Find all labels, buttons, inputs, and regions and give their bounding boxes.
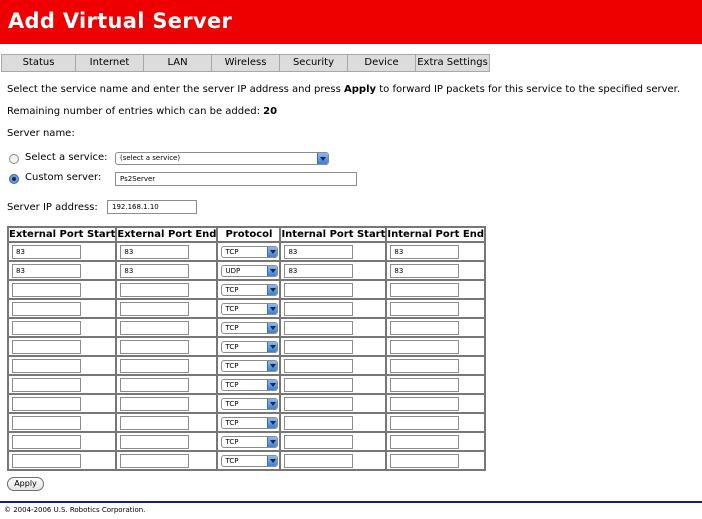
- chevron-down-icon: [267, 247, 277, 257]
- internal-port-start-input[interactable]: [284, 359, 353, 373]
- table-cell: [8, 394, 116, 413]
- table-cell: [217, 242, 280, 261]
- external-port-start-input[interactable]: [12, 321, 81, 335]
- external-port-start-input[interactable]: 83: [12, 245, 81, 259]
- custom-server-label: Custom server:: [25, 172, 102, 183]
- table-cell: [116, 242, 217, 261]
- table-cell: [386, 375, 485, 394]
- external-port-end-input[interactable]: [120, 302, 189, 316]
- table-cell: [280, 413, 386, 432]
- table-cell: [116, 318, 217, 337]
- table-row: [8, 432, 485, 451]
- table-cell: [116, 356, 217, 375]
- protocol-value: TCP: [225, 361, 239, 370]
- table-cell: [217, 413, 280, 432]
- intro-apply-word: Apply: [344, 84, 377, 95]
- internal-port-start-input[interactable]: [284, 435, 353, 449]
- chevron-down-icon: [267, 361, 277, 371]
- chevron-down-icon: [267, 323, 277, 333]
- page-header: [0, 0, 702, 44]
- table-cell: [116, 337, 217, 356]
- table-cell: [116, 413, 217, 432]
- table-cell: [116, 432, 217, 451]
- protocol-select[interactable]: [221, 341, 278, 353]
- external-port-start-input[interactable]: [12, 340, 81, 354]
- external-port-end-input[interactable]: [120, 283, 189, 297]
- header-internal-port-start: Internal Port Start: [281, 229, 386, 240]
- table-cell: [116, 299, 217, 318]
- internal-port-start-input[interactable]: [284, 378, 353, 392]
- internal-port-end-input[interactable]: [390, 283, 459, 297]
- intro-text: [7, 84, 680, 95]
- header-protocol: Protocol: [217, 227, 280, 242]
- table-cell: [280, 432, 386, 451]
- internal-port-start-input[interactable]: 83: [284, 245, 353, 259]
- tab-internet[interactable]: Internet: [75, 54, 143, 72]
- table-cell: [8, 318, 116, 337]
- custom-server-radio[interactable]: [9, 174, 19, 184]
- table-cell: [217, 394, 280, 413]
- protocol-select[interactable]: [221, 379, 278, 391]
- tab-status[interactable]: Status: [1, 54, 75, 72]
- table-cell: [8, 242, 116, 261]
- internal-port-start-input[interactable]: [284, 340, 353, 354]
- table-cell: [8, 280, 116, 299]
- table-cell: [386, 261, 485, 280]
- external-port-start-input[interactable]: [12, 435, 81, 449]
- internal-port-start-input[interactable]: [284, 397, 353, 411]
- internal-port-end-input[interactable]: [390, 454, 459, 468]
- external-port-end-input[interactable]: [120, 435, 189, 449]
- table-row: [8, 413, 485, 432]
- table-cell: [8, 299, 116, 318]
- table-row: [8, 356, 485, 375]
- external-port-end-input[interactable]: [120, 378, 189, 392]
- table-cell: [217, 280, 280, 299]
- service-select[interactable]: [115, 152, 329, 165]
- internal-port-start-input[interactable]: [284, 321, 353, 335]
- table-cell: [386, 413, 485, 432]
- external-port-end-input[interactable]: [120, 454, 189, 468]
- protocol-value: TCP: [225, 456, 239, 465]
- chevron-down-icon: [267, 456, 277, 466]
- table-cell: [116, 280, 217, 299]
- table-cell: [386, 356, 485, 375]
- internal-port-start-input[interactable]: [284, 283, 353, 297]
- header-internal-port-end: Internal Port End: [387, 229, 485, 240]
- external-port-start-input[interactable]: [12, 302, 81, 316]
- external-port-start-input[interactable]: [12, 397, 81, 411]
- nav-tabs: [1, 54, 490, 72]
- internal-port-start-input[interactable]: 83: [284, 264, 353, 278]
- table-cell: [280, 318, 386, 337]
- table-cell: [280, 242, 386, 261]
- internal-port-end-input[interactable]: [390, 378, 459, 392]
- internal-port-start-input[interactable]: [284, 454, 353, 468]
- external-port-start-input[interactable]: [12, 283, 81, 297]
- protocol-select[interactable]: [221, 284, 278, 296]
- table-row: [8, 394, 485, 413]
- table-cell: [280, 375, 386, 394]
- internal-port-end-input[interactable]: [390, 397, 459, 411]
- table-cell: [217, 356, 280, 375]
- table-cell: [386, 242, 485, 261]
- chevron-down-icon: [267, 437, 277, 447]
- table-cell: [280, 337, 386, 356]
- remaining-label: Remaining number of entries which can be added:: [7, 106, 264, 117]
- chevron-down-icon: [267, 380, 277, 390]
- protocol-value: TCP: [225, 342, 239, 351]
- table-cell: [8, 413, 116, 432]
- table-cell: [386, 280, 485, 299]
- external-port-end-input[interactable]: [120, 340, 189, 354]
- table-cell: [116, 451, 217, 470]
- external-port-start-input[interactable]: [12, 359, 81, 373]
- table-cell: [280, 356, 386, 375]
- table-cell: [386, 394, 485, 413]
- table-cell: [217, 375, 280, 394]
- internal-port-end-input[interactable]: [390, 321, 459, 335]
- external-port-start-input[interactable]: 83: [12, 264, 81, 278]
- external-port-end-input[interactable]: [120, 416, 189, 430]
- chevron-down-icon: [267, 285, 277, 295]
- internal-port-end-input[interactable]: [390, 435, 459, 449]
- table-row: [8, 337, 485, 356]
- table-cell: [386, 299, 485, 318]
- table-cell: [8, 375, 116, 394]
- protocol-select[interactable]: [221, 303, 278, 315]
- table-row: [8, 375, 485, 394]
- table-cell: [386, 318, 485, 337]
- internal-port-end-input[interactable]: 83: [390, 245, 459, 259]
- external-port-end-input[interactable]: 83: [120, 264, 189, 278]
- custom-server-input[interactable]: Ps2Server: [115, 172, 357, 186]
- table-row: [8, 280, 485, 299]
- internal-port-end-input[interactable]: [390, 359, 459, 373]
- internal-port-start-input[interactable]: [284, 302, 353, 316]
- external-port-start-input[interactable]: [12, 416, 81, 430]
- table-cell: [280, 280, 386, 299]
- table-cell: [217, 432, 280, 451]
- table-cell: [280, 261, 386, 280]
- table-cell: [217, 299, 280, 318]
- table-cell: [8, 432, 116, 451]
- intro-before: Select the service name and enter the server IP address and press: [7, 84, 345, 95]
- select-service-label: Select a service:: [25, 152, 108, 163]
- apply-button[interactable]: Apply: [7, 477, 44, 491]
- protocol-select[interactable]: [221, 322, 278, 334]
- table-row: [8, 242, 485, 261]
- intro-after: to forward IP packets for this service to the specified server.: [376, 84, 681, 95]
- protocol-value: TCP: [225, 418, 239, 427]
- port-table-header: [8, 227, 485, 242]
- tab-device[interactable]: Device: [347, 54, 415, 72]
- chevron-down-icon: [267, 342, 277, 352]
- external-port-end-input[interactable]: [120, 321, 189, 335]
- chevron-down-icon: [267, 399, 277, 409]
- protocol-value: TCP: [225, 304, 239, 313]
- service-select-value: (select a service): [120, 154, 181, 162]
- header-external-port-start: External Port Start: [9, 229, 116, 240]
- protocol-value: TCP: [225, 380, 239, 389]
- protocol-value: TCP: [225, 247, 239, 256]
- table-cell: [217, 318, 280, 337]
- external-port-end-input[interactable]: 83: [120, 245, 189, 259]
- page-title: Add Virtual Server: [8, 9, 233, 33]
- protocol-value: TCP: [225, 323, 239, 332]
- server-name-label: Server name:: [7, 128, 75, 139]
- internal-port-end-input[interactable]: [390, 340, 459, 354]
- table-cell: [8, 261, 116, 280]
- select-service-radio[interactable]: [9, 154, 19, 164]
- table-cell: [8, 337, 116, 356]
- table-cell: [217, 337, 280, 356]
- table-cell: [116, 375, 217, 394]
- table-cell: [386, 337, 485, 356]
- table-row: [8, 451, 485, 470]
- external-port-start-input[interactable]: [12, 454, 81, 468]
- footer-divider: [0, 501, 702, 503]
- external-port-start-input[interactable]: [12, 378, 81, 392]
- table-row: [8, 261, 485, 280]
- table-cell: [280, 394, 386, 413]
- protocol-select[interactable]: [221, 398, 278, 410]
- protocol-select[interactable]: [221, 455, 278, 467]
- protocol-select[interactable]: [221, 265, 278, 277]
- internal-port-start-input[interactable]: [284, 416, 353, 430]
- table-cell: [280, 299, 386, 318]
- protocol-select[interactable]: [221, 417, 278, 429]
- protocol-value: TCP: [225, 399, 239, 408]
- protocol-select[interactable]: [221, 436, 278, 448]
- table-row: [8, 299, 485, 318]
- internal-port-end-input[interactable]: [390, 416, 459, 430]
- remaining-entries: [7, 106, 277, 117]
- table-cell: [386, 451, 485, 470]
- external-port-end-input[interactable]: [120, 359, 189, 373]
- chevron-down-icon: [267, 304, 277, 314]
- tab-lan[interactable]: LAN: [143, 54, 211, 72]
- protocol-select[interactable]: [221, 360, 278, 372]
- table-cell: [116, 394, 217, 413]
- protocol-value: UDP: [225, 266, 241, 275]
- chevron-down-icon: [267, 418, 277, 428]
- remaining-count: 20: [263, 106, 278, 117]
- table-cell: [8, 356, 116, 375]
- footer-copyright: © 2004-2006 U.S. Robotics Corporation.: [4, 506, 146, 514]
- table-cell: [8, 451, 116, 470]
- chevron-down-icon: [317, 153, 328, 164]
- table-cell: [217, 261, 280, 280]
- tab-security[interactable]: Security: [279, 54, 347, 72]
- chevron-down-icon: [267, 266, 277, 276]
- port-table: [7, 226, 486, 471]
- table-cell: [386, 432, 485, 451]
- table-cell: [116, 261, 217, 280]
- external-port-end-input[interactable]: [120, 397, 189, 411]
- internal-port-end-input[interactable]: [390, 302, 459, 316]
- server-ip-input[interactable]: 192.168.1.10: [107, 200, 197, 214]
- table-cell: [280, 451, 386, 470]
- tab-extra-settings[interactable]: Extra Settings: [415, 54, 490, 72]
- internal-port-end-input[interactable]: 83: [390, 264, 459, 278]
- protocol-value: TCP: [225, 285, 239, 294]
- protocol-value: TCP: [225, 437, 239, 446]
- header-external-port-end: External Port End: [117, 229, 217, 240]
- table-cell: [217, 451, 280, 470]
- table-row: [8, 318, 485, 337]
- protocol-select[interactable]: [221, 246, 278, 258]
- server-ip-label: Server IP address:: [7, 202, 98, 213]
- tab-wireless[interactable]: Wireless: [211, 54, 279, 72]
